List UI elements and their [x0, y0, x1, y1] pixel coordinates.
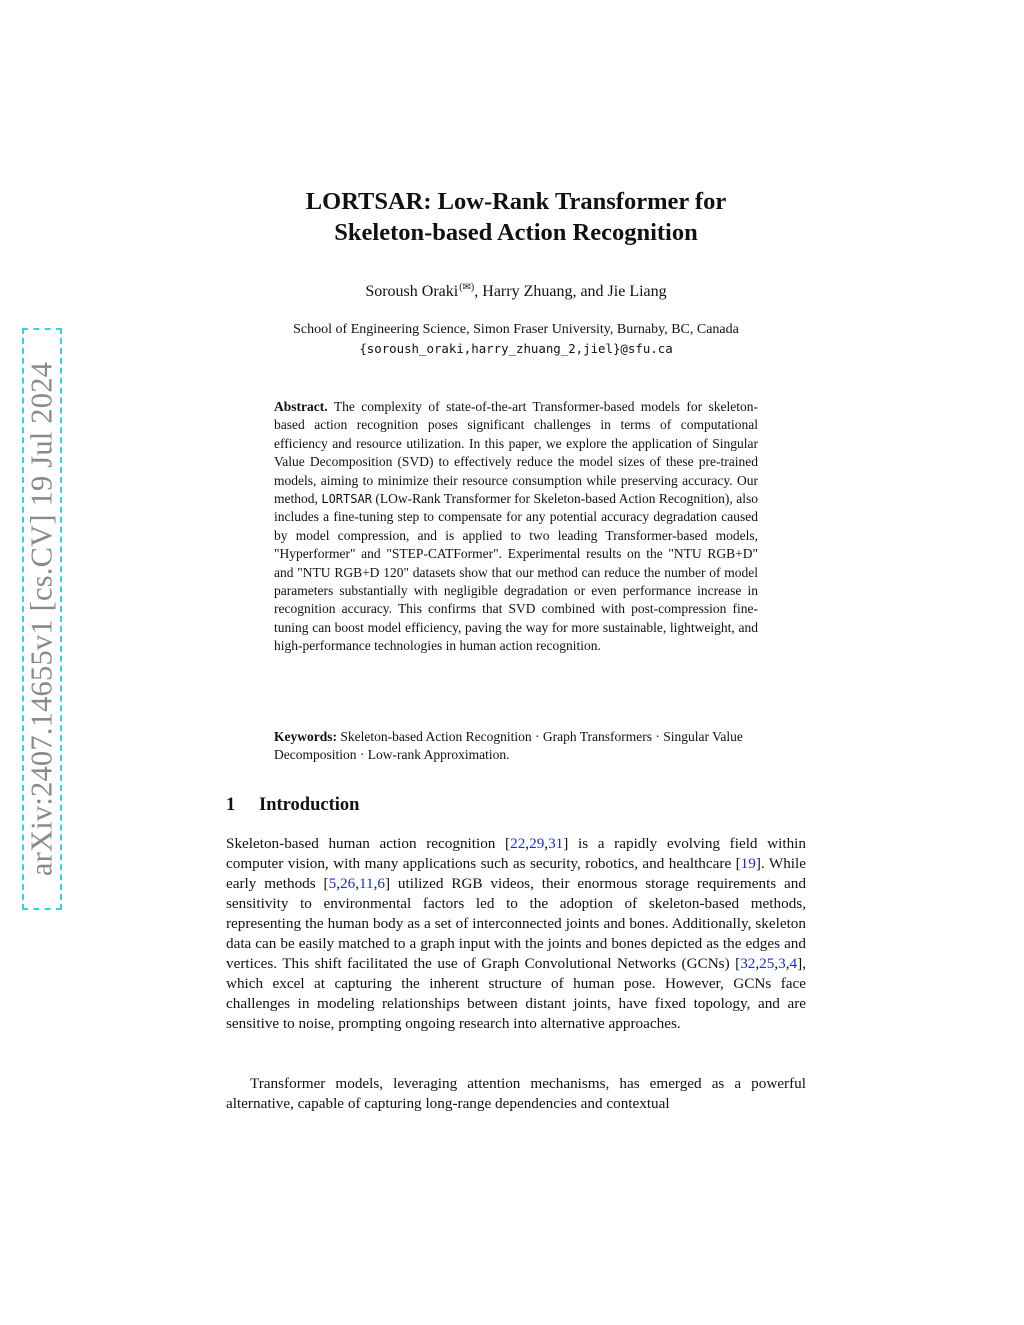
intro-paragraph-1: Skeleton-based human action recognition [22,29,31] is a rapidly evolving field within computer vision, with many applications such as security, robotics, and healthcare [19]. While early methods [5,26,11,6] utilized RGB videos, their enormous storage requirements and sensitivity to environmental factors led to the adoption of skeleton-based methods, representing the human body as a set of interconnected joints and bones. Additionally, skeleton data can be easily matched to a graph input with the joints and bones depicted as the edges and vertices. This shift facilitated the use of Graph Convolutional Networks (GCNs) [32,25,3,4], which excel at capturing the inherent structure of human pose. However, GCNs face challenges in modeling relationships between distant joints, have fixed topology, and are sensitive to noise, prompting ongoing research into alternative approaches. [226, 835, 806, 1032]
citation-link[interactable]: 22 [510, 835, 526, 852]
citation-link[interactable]: 6 [377, 875, 385, 892]
author-rest: , Harry Zhuang, and Jie Liang [474, 283, 667, 300]
intro-text-segment: ]. While early methods [ [226, 855, 806, 892]
section-number: 1 [226, 795, 236, 815]
corresponding-author-mail-icon: (✉) [459, 282, 475, 293]
intro-text-segment: Skeleton-based human action recognition [ [226, 835, 511, 852]
citation-link[interactable]: 31 [548, 835, 564, 852]
author-emails[interactable]: {soroush_oraki,harry_zhuang_2,jiel}@sfu.ca [359, 341, 673, 356]
citation-link[interactable]: 4 [789, 955, 798, 972]
citation-link[interactable]: 19 [740, 855, 756, 872]
paper-title [226, 186, 806, 248]
abstract-text-part-1: The complexity of state-of-the-art Transformer-based models for skeleton-based action recognition poses significant challenges in terms of computational efficiency and resource utilization. In this paper, we explore the application of Singular Value Decomposition (SVD) to effectively reduce the model sizes of these pre-trained models, aiming to minimize their resource consumption while preserving accuracy. Our method, [274, 399, 758, 507]
section-heading-introduction [226, 795, 359, 816]
abstract-label: Abstract. [274, 399, 328, 414]
citation-link[interactable]: 5 [328, 875, 337, 892]
arxiv-identifier-stamp[interactable] [22, 328, 62, 910]
affiliation-block [226, 320, 806, 358]
intro-paragraph-2: Transformer models, leveraging attention mechanisms, has emerged as a powerful alternative, capable of capturing long-range dependencies and contextual [226, 1075, 806, 1112]
intro-text-segment: ], which excel at capturing the inherent structure of human pose. However, GCNs face challenges in modeling relationships between distant joints, have fixed topology, and are sensitive to noise, prompting ongoing research into alternative approaches. [226, 955, 806, 1032]
citation-link[interactable]: 29 [529, 835, 545, 852]
keywords [274, 728, 758, 765]
author-list [226, 282, 806, 301]
arxiv-identifier-text: arXiv:2407.14655v1 [cs.CV] 19 Jul 2024 [24, 361, 59, 877]
intro-text-segment: ] is a rapidly evolving field within computer vision, with many applications such as security, robotics, and healthcare [ [226, 835, 806, 872]
paper-title-line-1: LORTSAR: Low-Rank Transformer for [305, 188, 727, 215]
abstract [274, 398, 758, 656]
author-first: Soroush Oraki [365, 283, 459, 300]
citation-link[interactable]: 3 [778, 955, 786, 972]
abstract-text-part-2: (LOw-Rank Transformer for Skeleton-based Action Recognition), also includes a fine-tuning step to compensate for any potential accuracy degradation caused by model compression, and is applied to two leading Transformer-based models, "Hyperformer" and "STEP-CATFormer". Experimental results on the "NTU RGB+D" and "NTU RGB+D 120" datasets show that our method can reduce the number of model parameters substantially with negligible degradation or even performance increase in recognition accuracy. This confirms that SVD combined with post-compression fine-tuning can boost model efficiency, paving the way for more sustainable, lightweight, and high-performance technologies in human action recognition. [274, 491, 758, 654]
method-name: LORTSAR [321, 492, 372, 507]
citation-link[interactable]: 25 [759, 955, 775, 972]
citation-link[interactable]: 26 [340, 875, 356, 892]
intro-text-segment: ] utilized RGB videos, their enormous storage requirements and sensitivity to environmental factors led to the adoption of skeleton-based methods, representing the human body as a set of interconnected joints and bones. Additionally, skeleton data can be easily matched to a graph input with the joints and bones depicted as the edges and vertices. This shift facilitated the use of Graph Convolutional Networks (GCNs) [ [226, 875, 806, 972]
keywords-text: Skeleton-based Action Recognition · Graph Transformers · Singular Value Decomposition · Low-rank Approximation. [274, 729, 743, 763]
affiliation: School of Engineering Science, Simon Fraser University, Burnaby, BC, Canada [293, 322, 739, 337]
citation-link[interactable]: 32 [740, 955, 756, 972]
keywords-label: Keywords: [274, 729, 337, 744]
section-title: Introduction [259, 795, 360, 815]
citation-link[interactable]: 11 [358, 875, 374, 892]
paper-title-line-2: Skeleton-based Action Recognition [334, 219, 698, 246]
